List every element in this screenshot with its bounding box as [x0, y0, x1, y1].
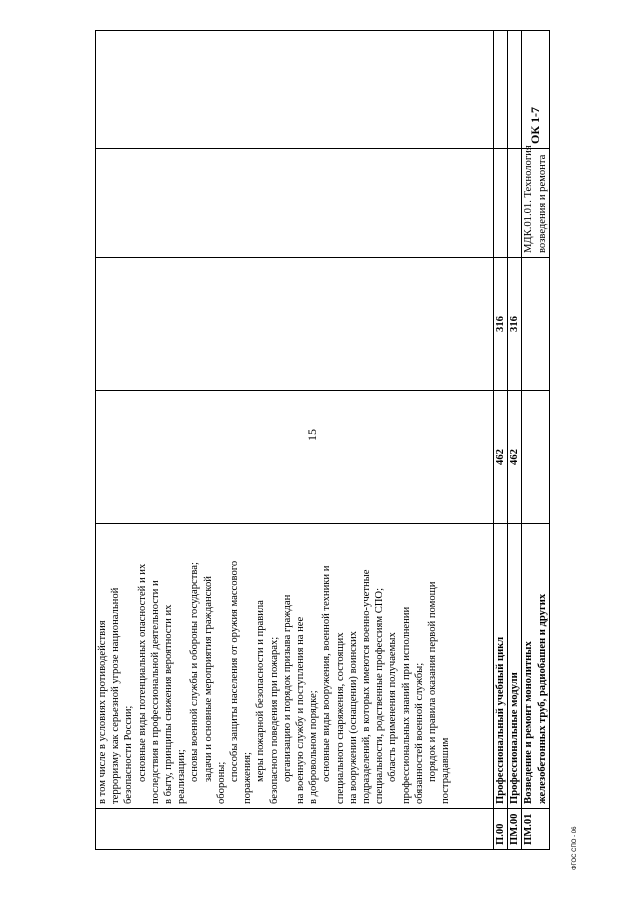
row-required-load: 316	[508, 258, 522, 391]
row-code: П.00	[494, 809, 508, 850]
required-load-cell	[96, 258, 494, 391]
row-required-load	[522, 258, 549, 391]
content-line: поражения;	[242, 751, 254, 804]
content-cell	[96, 524, 494, 809]
content-line: в том числе в условиях противодействия	[97, 620, 108, 804]
content-line: в быту, принципы снижения вероятности их	[163, 604, 175, 804]
content-line: меры пожарной безопасности и правила	[255, 600, 267, 782]
content-line: безопасного поведения при пожарах;	[268, 636, 280, 804]
content-line: организацию и порядок призыва граждан	[281, 594, 293, 782]
content-line: терроризму как серьезной угрозе национальной	[110, 587, 122, 804]
page-number: 15	[305, 429, 319, 441]
row-competency	[494, 31, 508, 149]
content-line: специальности, родственные профессиям СПО;	[374, 587, 386, 804]
row-mdk-line: МДК.01.01. Технология	[523, 145, 535, 253]
max-load-cell	[96, 391, 494, 524]
row-competency: ОК 1-7	[522, 31, 549, 149]
content-line: в добровольном порядке;	[308, 690, 320, 804]
rotated-page	[95, 30, 548, 850]
table-row	[522, 31, 549, 850]
content-line: профессиональных знаний при исполнении	[400, 606, 412, 804]
mdk-cell	[96, 149, 494, 258]
content-line: на военную службу и поступления на нее	[295, 616, 307, 804]
content-line: область применения получаемых	[387, 632, 399, 782]
row-max-load: 462	[494, 391, 508, 524]
row-code: ПМ.00	[508, 809, 522, 850]
row-mdk	[522, 145, 549, 258]
row-max-load	[522, 391, 549, 524]
content-line: порядок и правила оказания первой помощи	[427, 581, 439, 782]
table-row	[96, 31, 494, 850]
content-line: реализации;	[176, 749, 188, 804]
curriculum-table	[95, 30, 550, 850]
content-line: пострадавшим	[440, 737, 452, 804]
row-name-line: железобетонных труб, радиобашен и других	[536, 593, 548, 804]
content-line: способы защиты населения от оружия массового	[229, 560, 241, 782]
code-cell	[96, 809, 494, 850]
content-line: на вооружении (оснащении) воинских	[347, 631, 359, 804]
row-max-load: 462	[508, 391, 522, 524]
content-line: обязанностей военной службы;	[413, 662, 425, 804]
table-row	[494, 31, 508, 850]
row-required-load: 316	[494, 258, 508, 391]
row-name-line: Возведение и ремонт монолитных	[523, 641, 535, 804]
content-line: подразделений, в которых имеются военно-учетные	[361, 569, 373, 804]
row-code: ПМ.01	[522, 809, 549, 850]
content-line: основные виды вооружения, военной техники и	[321, 565, 333, 782]
content-line: обороны;	[215, 761, 227, 804]
row-competency	[508, 31, 522, 149]
competency-cell	[96, 31, 494, 149]
content-line: задачи и основные мероприятия гражданской	[202, 576, 214, 782]
content-line: последствия в профессиональной деятельности и	[149, 580, 161, 804]
row-mdk-line: возведения и ремонта	[536, 154, 548, 253]
row-name	[522, 524, 549, 809]
content-line: основы военной службы и обороны государства;	[189, 562, 201, 782]
table-row	[508, 31, 522, 850]
row-name: Профессиональные модули	[508, 524, 522, 809]
row-name: Профессиональный учебный цикл	[494, 524, 508, 809]
content-line: специального снаряжения, состоящих	[334, 632, 346, 804]
content-line: основные виды потенциальных опасностей и их	[136, 563, 148, 782]
row-mdk	[494, 149, 508, 258]
row-mdk	[508, 149, 522, 258]
content-line: безопасности России;	[123, 705, 135, 804]
footer-code: ФГОС СПО - 06	[572, 826, 578, 870]
